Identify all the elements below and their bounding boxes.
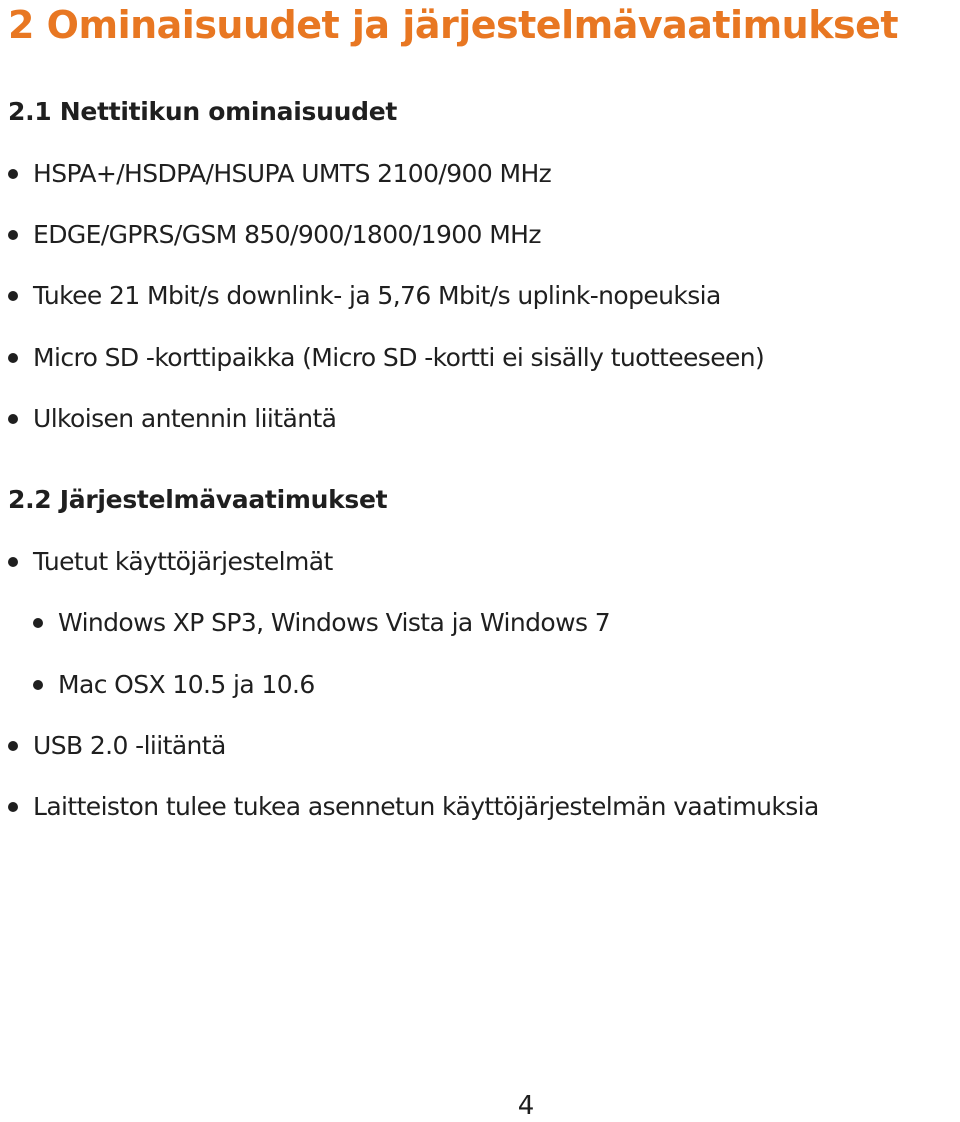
list-item	[8, 341, 764, 375]
list-item	[8, 402, 336, 436]
sub-list-item	[33, 606, 610, 640]
page-number: 4	[517, 1091, 535, 1121]
bullet-dot-icon	[8, 353, 18, 363]
list-item	[8, 279, 721, 313]
list-item-text: Laitteiston tulee tukea asennetun käyttöjärjestelmän vaatimuksia	[33, 792, 819, 821]
list-item-text: Tukee 21 Mbit/s downlink- ja 5,76 Mbit/s uplink-nopeuksia	[33, 281, 721, 310]
list-item	[8, 157, 551, 191]
bullet-dot-icon	[8, 230, 18, 240]
bullet-dot-icon	[8, 169, 18, 179]
bullet-dot-icon	[8, 557, 18, 567]
sub-list-item-text: Mac OSX 10.5 ja 10.6	[58, 670, 315, 699]
list-item	[8, 790, 819, 824]
bullet-dot-icon	[33, 618, 43, 628]
bullet-dot-icon	[8, 414, 18, 424]
bullet-dot-icon	[8, 741, 18, 751]
section-heading-requirements: 2.2 Järjestelmävaatimukset	[8, 485, 388, 514]
list-item-text: Ulkoisen antennin liitäntä	[33, 404, 337, 433]
list-item	[8, 729, 226, 763]
list-item-text: Micro SD -korttipaikka (Micro SD -kortti ei sisälly tuotteeseen)	[33, 343, 765, 372]
list-item-text: Tuetut käyttöjärjestelmät	[33, 547, 333, 576]
bullet-dot-icon	[33, 680, 43, 690]
sub-list-item	[33, 668, 315, 702]
list-item-text: HSPA+/HSDPA/HSUPA UMTS 2100/900 MHz	[33, 159, 552, 188]
list-item	[8, 218, 541, 252]
section-heading-features: 2.1 Nettitikun ominaisuudet	[8, 97, 397, 126]
bullet-dot-icon	[8, 802, 18, 812]
page-title: 2 Ominaisuudet ja järjestelmävaatimukset	[8, 3, 899, 47]
bullet-dot-icon	[8, 291, 18, 301]
list-item-text: EDGE/GPRS/GSM 850/900/1800/1900 MHz	[33, 220, 541, 249]
sub-list-item-text: Windows XP SP3, Windows Vista ja Windows 7	[58, 608, 611, 637]
list-item-text: USB 2.0 -liitäntä	[33, 731, 226, 760]
list-item	[8, 545, 333, 579]
